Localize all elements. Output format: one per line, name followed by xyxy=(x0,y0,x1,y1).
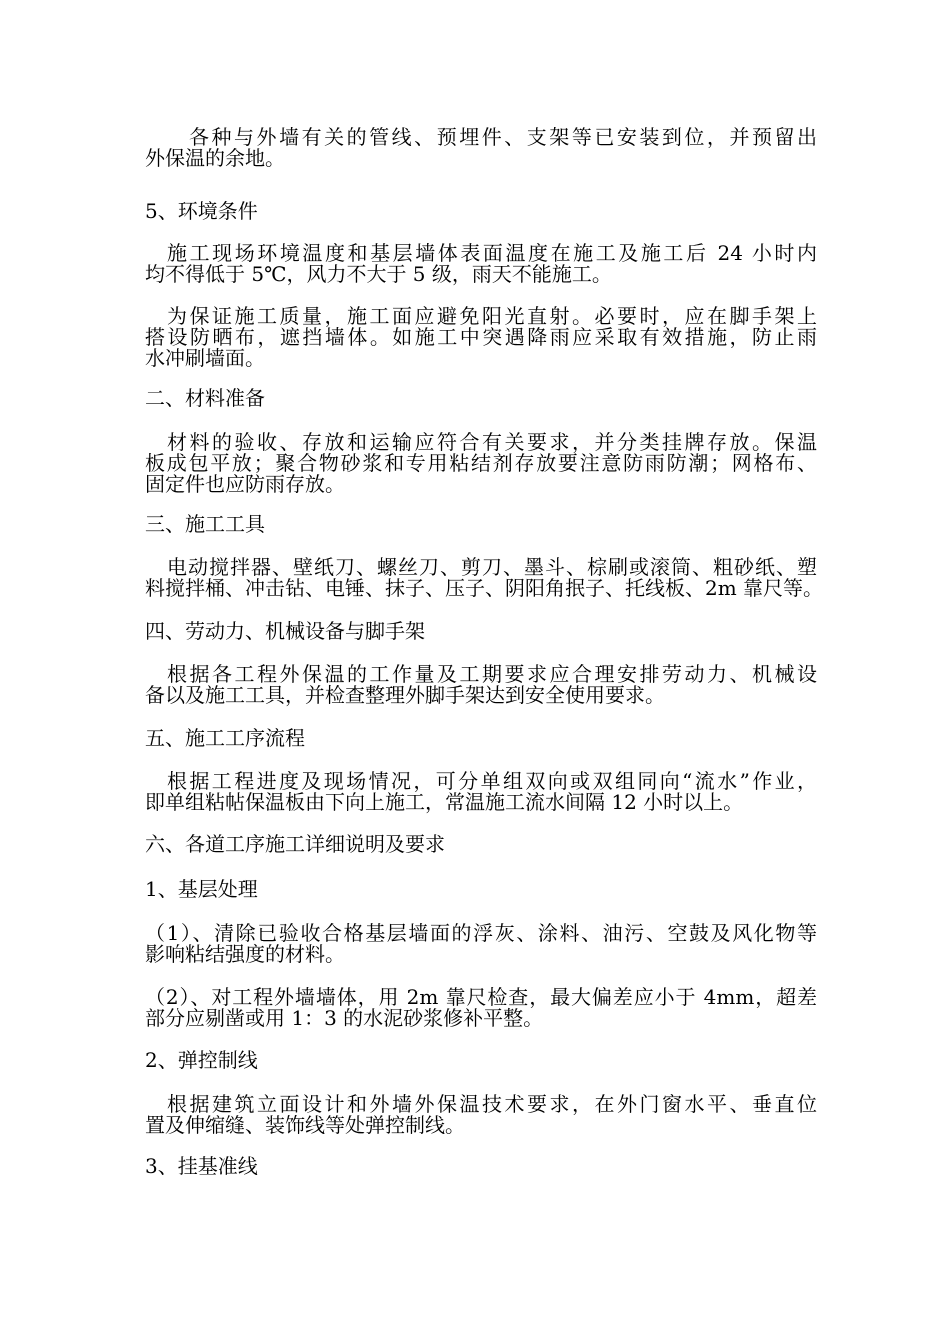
text-line: 影响粘结强度的材料。 xyxy=(145,942,345,966)
text-line: 板成包平放；聚合物砂浆和专用粘结剂存放要注意防雨防潮；网格布、 xyxy=(145,453,817,474)
heading-process: 五、施工工序流程 xyxy=(145,726,305,750)
text-line: 部分应剔凿或用 1：3 的水泥砂浆修补平整。 xyxy=(145,1006,544,1030)
text-line: 均不得低于 5℃，风力不大于 5 级，雨天不能施工。 xyxy=(145,262,612,286)
paragraph-environment-temp xyxy=(145,243,817,285)
text-line: 材料的验收、存放和运输应符合有关要求，并分类挂牌存放。保温 xyxy=(167,432,817,453)
heading-tools: 三、施工工具 xyxy=(145,512,265,536)
text-line: 根据建筑立面设计和外墙外保温技术要求，在外门窗水平、垂直位 xyxy=(167,1094,817,1115)
text-line: （2）、对工程外墙墙体，用 2m 靠尺检查，最大偏差应小于 4mm，超差 xyxy=(145,987,817,1008)
heading-control-line: 2、弹控制线 xyxy=(145,1048,258,1072)
paragraph-tools xyxy=(145,557,824,600)
paragraph-quality xyxy=(145,306,817,369)
text-line: 料搅拌桶、冲击钻、电锤、抹子、压子、阴阳角抿子、托线板、2m 靠尺等。 xyxy=(145,576,824,600)
paragraph-pipelines xyxy=(145,127,817,169)
text-line: 置及伸缩缝、装饰线等处弹控制线。 xyxy=(145,1113,465,1137)
text-line: 施工现场环境温度和基层墙体表面温度在施工及施工后 24 小时内 xyxy=(167,243,817,264)
text-line: （1）、清除已验收合格基层墙面的浮灰、涂料、油污、空鼓及风化物等 xyxy=(145,923,817,944)
text-line: 为保证施工质量，施工面应避免阳光直射。必要时，应在脚手架上 xyxy=(167,306,817,327)
paragraph-labor xyxy=(145,664,817,706)
heading-datum-line: 3、挂基准线 xyxy=(145,1154,258,1178)
paragraph-process xyxy=(145,771,817,813)
text-line: 即单组粘帖保温板由下向上施工，常温施工流水间隔 12 小时以上。 xyxy=(145,790,744,814)
heading-detail: 六、各道工序施工详细说明及要求 xyxy=(145,832,445,856)
paragraph-clean-base xyxy=(145,923,817,965)
heading-materials: 二、材料准备 xyxy=(145,386,265,410)
text-line: 外保温的余地。 xyxy=(145,146,285,170)
heading-labor: 四、劳动力、机械设备与脚手架 xyxy=(145,619,425,643)
paragraph-materials xyxy=(145,432,817,495)
text-line: 固定件也应防雨存放。 xyxy=(145,472,345,496)
heading-environment: 5、环境条件 xyxy=(145,199,258,223)
text-line: 各种与外墙有关的管线、预埋件、支架等已安装到位，并预留出 xyxy=(189,127,817,148)
text-line: 电动搅拌器、壁纸刀、螺丝刀、剪刀、墨斗、棕刷或滚筒、粗砂纸、塑 xyxy=(167,557,817,578)
text-line: 水冲刷墙面。 xyxy=(145,346,265,370)
paragraph-control-line xyxy=(145,1094,817,1136)
text-line: 备以及施工工具，并检查整理外脚手架达到安全使用要求。 xyxy=(145,683,665,707)
heading-base-treatment: 1、基层处理 xyxy=(145,877,258,901)
text-line: 根据工程进度及现场情况，可分单组双向或双组同向“流水”作业， xyxy=(167,771,817,792)
paragraph-check-wall xyxy=(145,987,817,1029)
text-line: 搭设防晒布，遮挡墙体。如施工中突遇降雨应采取有效措施，防止雨 xyxy=(145,327,817,348)
text-line: 根据各工程外保温的工作量及工期要求应合理安排劳动力、机械设 xyxy=(167,664,817,685)
